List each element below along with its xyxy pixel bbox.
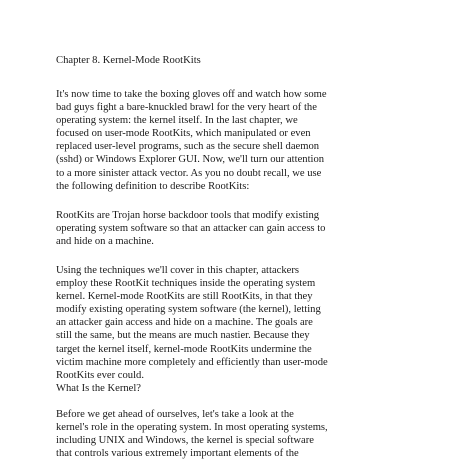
paragraph-line: to a more sinister attack vector. As you no doubt recall, we use <box>56 167 322 179</box>
paragraph-line: modify existing operating system software (the kernel), letting <box>56 304 321 316</box>
paragraph-line: an attacker gain access and hide on a machine. The goals are <box>56 317 313 329</box>
section-heading <box>56 382 428 395</box>
paragraph-line: and hide on a machine. <box>56 236 154 248</box>
paragraph-line: bad guys fight a bare-knuckled brawl for the very heart of the <box>56 102 317 114</box>
paragraph-kernel-role <box>56 408 428 460</box>
paragraph-line: employ these RootKit techniques inside the operating system <box>56 278 316 290</box>
paragraph-line: RootKits are Trojan horse backdoor tools that modify existing <box>56 210 320 221</box>
paragraph-line: still the same, but the means are much nastier. Because they <box>56 330 310 342</box>
paragraph-line: that controls various extremely important elements of the <box>56 448 299 460</box>
paragraph-line: victim machine more completely and efficiently than user-mode <box>56 356 328 368</box>
paragraph-line: Before we get ahead of ourselves, let's take a look at the <box>56 409 294 420</box>
paragraph-line: It's now time to take the boxing gloves off and watch how some <box>56 89 327 100</box>
paragraph-line: including UNIX and Windows, the kernel is special software <box>56 435 314 447</box>
paragraph-kernel-mode <box>56 264 428 382</box>
paragraph-line: Using the techniques we'll cover in this chapter, attackers <box>56 265 299 276</box>
paragraph-line: kernel's role in the operating system. In most operating systems, <box>56 422 328 434</box>
paragraph-line: operating system: the kernel itself. In the last chapter, we <box>56 115 298 127</box>
paragraph-line: RootKits ever could. <box>56 369 144 381</box>
paragraph-line: operating system software so that an attacker can gain access to <box>56 223 326 235</box>
paragraph-intro <box>56 88 428 193</box>
paragraph-definition <box>56 209 428 248</box>
paragraph-line: focused on user-mode RootKits, which manipulated or even <box>56 128 311 140</box>
paragraph-line: target the kernel itself, kernel-mode RootKits undermine the <box>56 343 312 355</box>
paragraph-line: kernel. Kernel-mode RootKits are still RootKits, in that they <box>56 291 313 303</box>
paragraph-line: (sshd) or Windows Explorer GUI. Now, we'll turn our attention <box>56 154 325 166</box>
section-heading-text: What Is the Kernel? <box>56 383 142 394</box>
paragraph-line: the following definition to describe RootKits: <box>56 180 250 192</box>
paragraph-line: replaced user-level programs, such as the secure shell daemon <box>56 141 320 153</box>
chapter-title-text: Chapter 8. Kernel-Mode RootKits <box>56 55 201 66</box>
chapter-title <box>56 54 428 67</box>
